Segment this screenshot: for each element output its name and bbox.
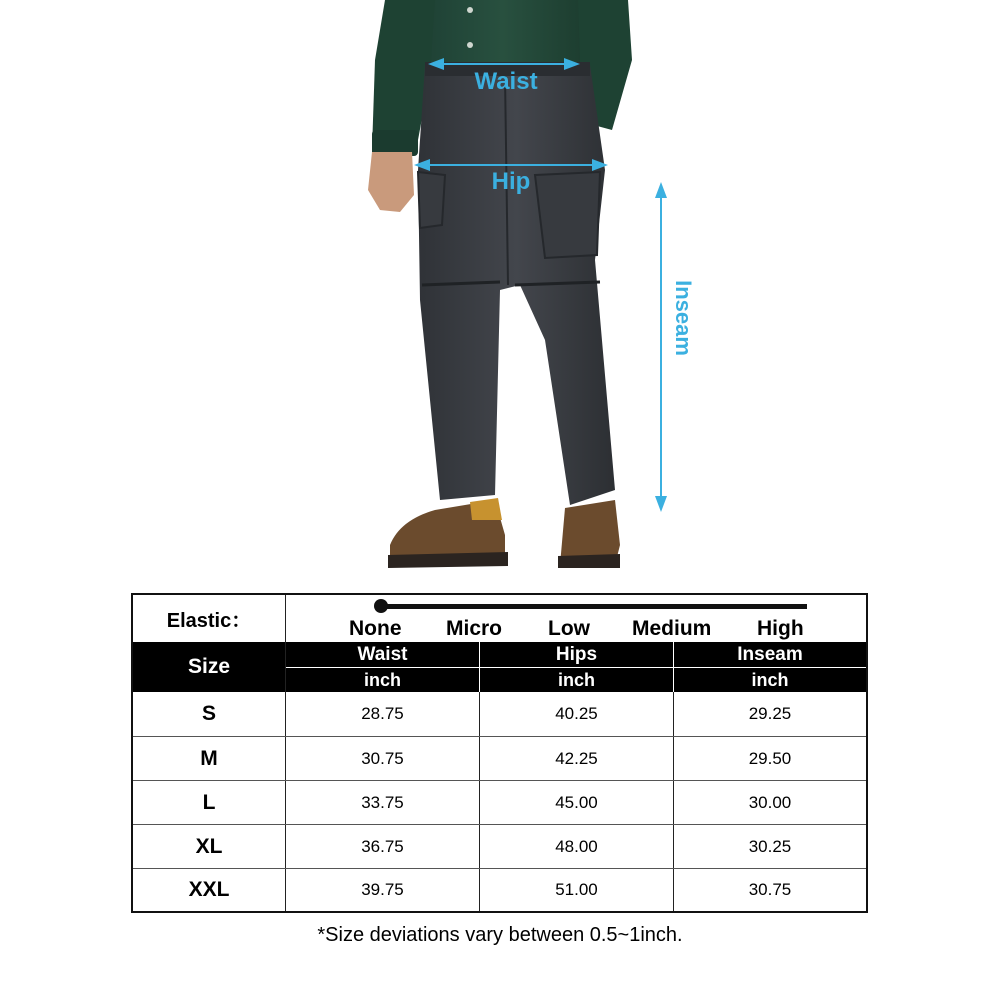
table-cell-hips: 45.00 [555,792,598,812]
elastic-indicator [374,599,388,613]
pants [418,62,615,505]
elastic-option-high: High [757,617,804,640]
table-cell-hips: 40.25 [555,704,598,723]
size-chart-table [131,593,868,913]
elastic-option-low: Low [548,617,590,640]
unit-waist: inch [363,669,401,690]
unit-inseam: inch [751,669,789,690]
table-cell-waist: 28.75 [361,704,404,723]
elastic-scale [286,595,866,642]
right-shoe [558,500,620,568]
table-cell-hips: 51.00 [555,880,598,899]
size-header: Size [133,642,285,692]
elastic-track [379,604,807,609]
inseam-label: Inseam [671,280,696,356]
waist-label: Waist [474,68,538,95]
table-cell-hips: 42.25 [555,748,598,768]
elastic-option-micro: Micro [446,617,503,640]
column-header-waist: Waist [357,643,408,665]
inseam-measure [655,182,667,512]
table-cell-inseam: 29.50 [748,748,792,768]
elastic-option-none: None [349,617,402,640]
column-header-hips: Hips [555,643,598,665]
elastic-option-medium: Medium [632,617,712,640]
table-cell-hips: 48.00 [555,836,598,856]
table-row-size: XXL [188,878,230,901]
table-cell-waist: 33.75 [361,792,404,812]
column-header-inseam: Inseam [737,643,803,665]
table-row-size: S [201,702,216,725]
table-cell-inseam: 30.75 [748,880,792,899]
table-cell-waist: 36.75 [361,836,404,856]
table-row-size: XL [195,834,223,858]
table-row-size: L [202,790,216,814]
left-shoe [388,498,508,568]
elastic-label: Elastic： [166,610,252,632]
table-cell-waist: 30.75 [361,748,404,768]
left-hand [368,152,414,212]
table-cell-inseam: 29.25 [748,704,792,723]
table-cell-inseam: 30.25 [748,836,792,856]
unit-hips: inch [557,669,595,690]
table-cell-waist: 39.75 [361,880,404,899]
table-row-size: M [200,746,218,770]
hip-label: Hip [491,168,531,195]
size-deviation-note: *Size deviations vary between 0.5~1inch. [317,924,683,946]
table-cell-inseam: 30.00 [748,792,792,812]
